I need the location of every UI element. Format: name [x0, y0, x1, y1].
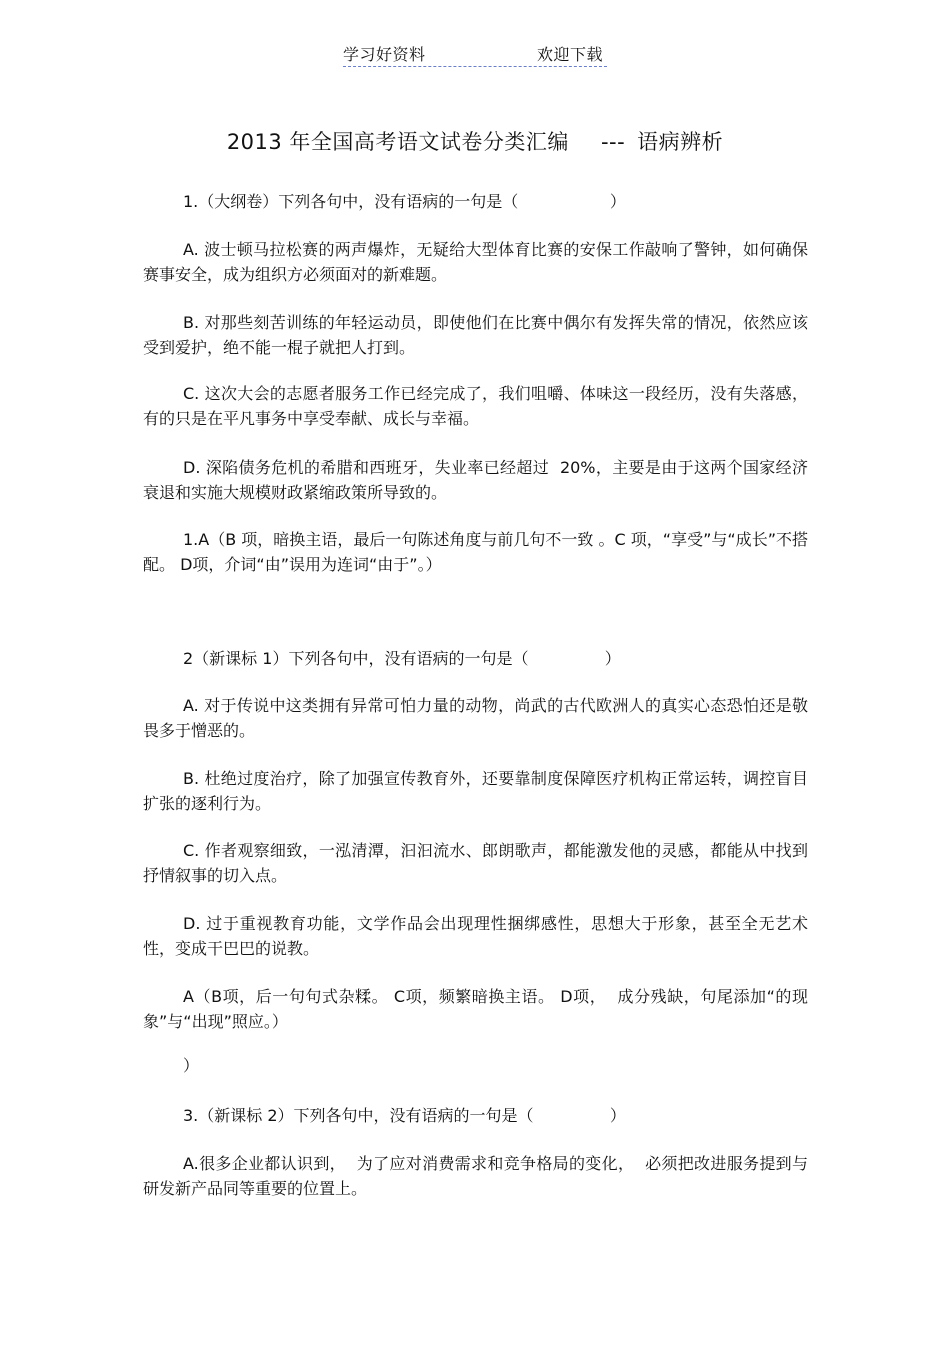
- question-3-option-a: A.很多企业都认识到， 为了应对消费需求和竞争格局的变化， 必须把改进服务提到与研发新产品同等重要的位置上。: [143, 1154, 808, 1198]
- title-sub: 语病辨析: [637, 130, 724, 154]
- question-1-answer: 1.A（B 项，暗换主语，最后一句陈述角度与前几句不一致 。C 项，“享受”与“成长”不搭配。 D项，介词“由”误用为连词“由于”。）: [143, 530, 808, 574]
- question-2-stray-paren: ）: [183, 1056, 200, 1075]
- question-1-option-a: A. 波士顿马拉松赛的两声爆炸，无疑给大型体育比赛的安保工作敲响了警钟，如何确保赛事安全，成为组织方必须面对的新难题。: [143, 240, 808, 284]
- title-dash: ---: [600, 130, 626, 154]
- question-1-stem: 1.（大纲卷）下列各句中，没有语病的一句是（ ）: [183, 192, 626, 211]
- question-2-option-a: A. 对于传说中这类拥有异常可怕力量的动物，尚武的古代欧洲人的真实心态恐怕还是敬畏多于憎恶的。: [143, 696, 808, 740]
- question-2-option-c: C. 作者观察细致，一泓清潭，汩汩流水、郎朗歌声，都能激发他的灵感，都能从中找到抒情叙事的切入点。: [143, 841, 808, 885]
- question-2-option-d: D. 过于重视教育功能，文学作品会出现理性捆绑感性，思想大于形象，甚至全无艺术性，变成干巴巴的说教。: [143, 914, 808, 958]
- header-left-text: 学习好资料: [343, 45, 426, 64]
- question-2-stem: 2（新课标 1）下列各句中，没有语病的一句是（ ）: [183, 649, 621, 668]
- document-title: [0, 126, 950, 156]
- question-1-option-c: C. 这次大会的志愿者服务工作已经完成了，我们咀嚼、体味这一段经历，没有失落感，有的只是在平凡事务中享受奉献、成长与幸福。: [143, 384, 808, 428]
- header-right-text: 欢迎下载: [536, 45, 603, 64]
- question-2-option-b: B. 杜绝过度治疗，除了加强宣传教育外，还要靠制度保障医疗机构正常运转，调控盲目扩张的逐利行为。: [143, 769, 808, 813]
- question-3-stem: 3.（新课标 2）下列各句中，没有语病的一句是（ ）: [183, 1106, 626, 1125]
- question-1-option-d: D. 深陷债务危机的希腊和西班牙，失业率已经超过 20%，主要是由于这两个国家经济衰退和实施大规模财政紧缩政策所导致的。: [143, 458, 808, 502]
- page-header: [343, 38, 607, 67]
- title-main: 2013 年全国高考语文试卷分类汇编: [226, 130, 569, 154]
- question-1-option-b: B. 对那些刻苦训练的年轻运动员，即使他们在比赛中偶尔有发挥失常的情况，依然应该受到爱护，绝不能一棍子就把人打到。: [143, 313, 808, 357]
- question-2-answer: A（B项，后一句句式杂糅。 C项，频繁暗换主语。 D项， 成分残缺，句尾添加“的现象”与“出现”照应。）: [143, 987, 808, 1031]
